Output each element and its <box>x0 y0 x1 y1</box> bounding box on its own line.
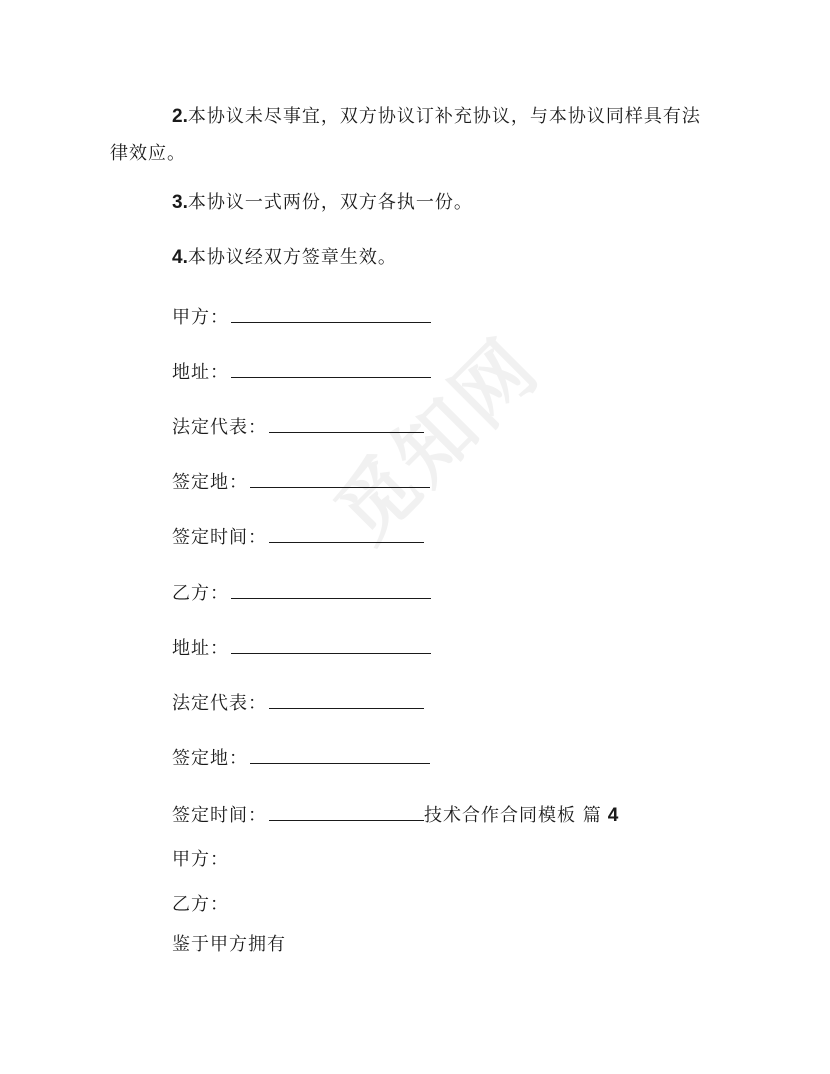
party-a-time-blank[interactable] <box>269 522 424 543</box>
clause-4 <box>172 245 397 271</box>
party-a-rep-blank[interactable] <box>269 412 424 433</box>
next-section-title: 技术合作合同模板 篇 <box>424 805 602 826</box>
party-b-time-field <box>172 800 618 829</box>
party-a-place-field <box>172 467 430 496</box>
clause-3 <box>172 190 473 216</box>
next-section-number: 4 <box>607 805 619 826</box>
clause-3-number: 3. <box>172 192 188 213</box>
party-a-time-label: 签定时间： <box>172 527 267 548</box>
next-party-b: 乙方： <box>172 894 229 915</box>
party-a-rep-field <box>172 412 424 441</box>
party-b-label: 乙方： <box>172 583 229 604</box>
party-a-address-field <box>172 357 431 386</box>
party-b-blank[interactable] <box>231 578 431 599</box>
party-a-address-blank[interactable] <box>231 357 431 378</box>
clause-3-text: 本协议一式两份，双方各执一份。 <box>187 192 473 213</box>
party-a-place-label: 签定地： <box>172 472 248 493</box>
party-b-address-blank[interactable] <box>231 633 431 654</box>
next-party-a: 甲方： <box>172 849 229 870</box>
party-b-time-blank[interactable] <box>269 800 424 821</box>
party-a-rep-label: 法定代表： <box>172 417 267 438</box>
party-b-address-field <box>172 633 431 662</box>
next-intro-text: 鉴于甲方拥有 <box>172 934 286 955</box>
clause-4-text: 本协议经双方签章生效。 <box>187 247 397 268</box>
party-b-time-label: 签定时间： <box>172 805 267 826</box>
party-a-blank[interactable] <box>231 302 431 323</box>
party-b-place-label: 签定地： <box>172 748 248 769</box>
party-a-place-blank[interactable] <box>250 467 430 488</box>
party-b-address-label: 地址： <box>172 638 229 659</box>
party-b-rep-field <box>172 688 424 717</box>
watermark: 觅知网 <box>319 322 557 560</box>
party-b-field <box>172 578 431 607</box>
party-a-time-field <box>172 522 424 551</box>
party-b-place-field <box>172 743 430 772</box>
clause-2-number: 2. <box>172 106 188 127</box>
clause-2-text: 本协议未尽事宜，双方协议订补充协议，与本协议同样具有法 <box>187 106 701 127</box>
clause-2-line-1 <box>172 104 701 130</box>
party-a-label: 甲方： <box>172 307 229 328</box>
party-a-field <box>172 302 431 331</box>
clause-4-number: 4. <box>172 247 188 268</box>
party-a-address-label: 地址： <box>172 362 229 383</box>
party-b-place-blank[interactable] <box>250 743 430 764</box>
clause-2-line-2: 律效应。 <box>110 143 186 164</box>
party-b-rep-label: 法定代表： <box>172 693 267 714</box>
party-b-rep-blank[interactable] <box>269 688 424 709</box>
